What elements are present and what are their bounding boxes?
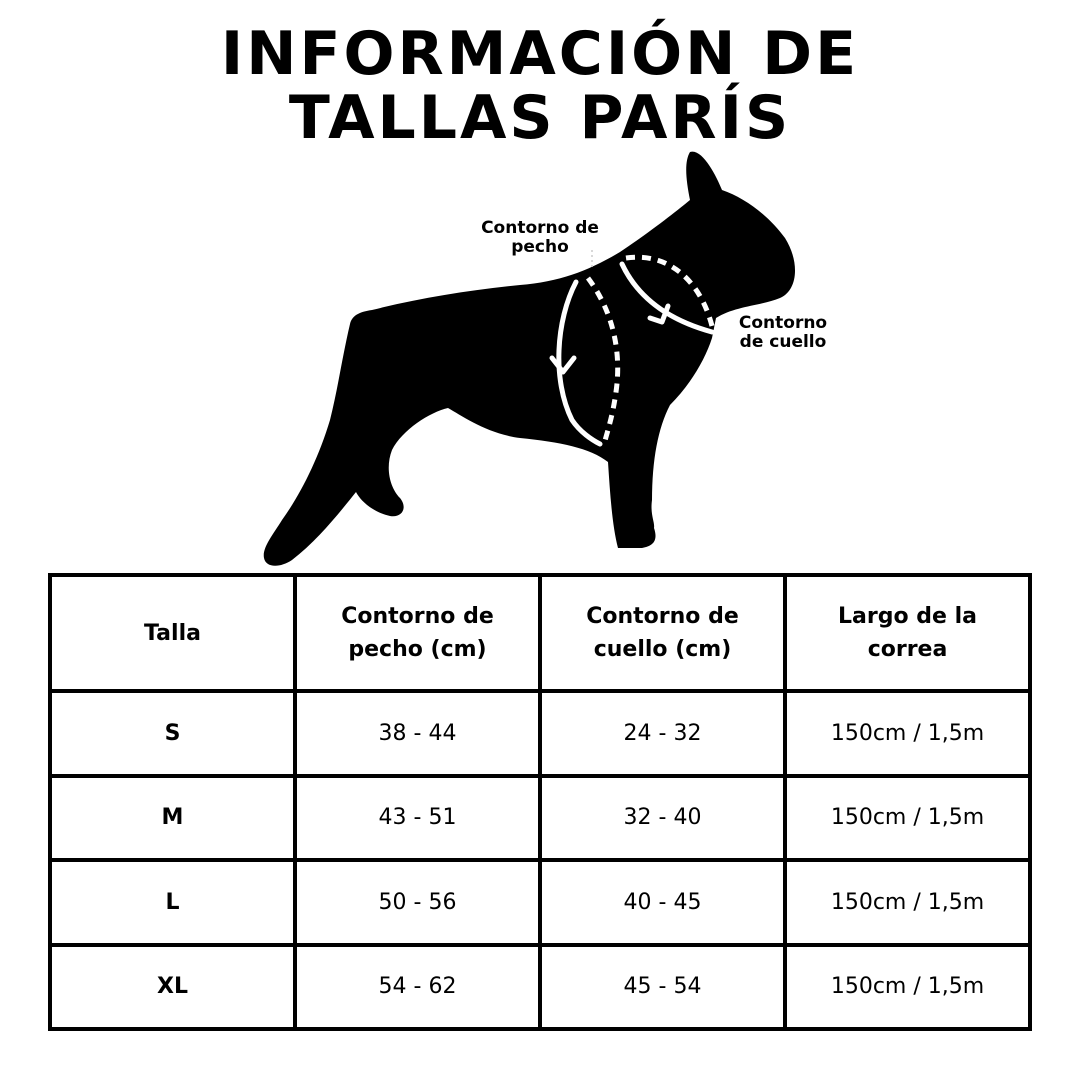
leash-cell: 150cm / 1,5m [785,691,1030,776]
title-line-2: TALLAS PARÍS [288,83,792,153]
neck-cell: 40 - 45 [540,860,785,945]
dog-silhouette [264,152,795,566]
chest-label [470,219,610,257]
size-cell: M [50,776,295,861]
chest-label-line-1: Contorno de [481,218,599,238]
neck-label [730,314,836,352]
chest-label-line-2: pecho [511,237,569,257]
chest-cell: 43 - 51 [295,776,540,861]
table-header-row [50,575,1030,691]
neck-label-line-1: Contorno [738,313,828,333]
neck-cell: 32 - 40 [540,776,785,861]
header-size: Talla [50,575,295,691]
neck-label-line-2: de cuello [739,332,827,352]
title-line-1: INFORMACIÓN DE [220,19,860,89]
header-leash: Largo de la correa [785,575,1030,691]
size-table [48,573,1032,1031]
leash-cell: 150cm / 1,5m [785,945,1030,1030]
table-row [50,945,1030,1030]
size-cell: S [50,691,295,776]
leash-cell: 150cm / 1,5m [785,860,1030,945]
size-cell: XL [50,945,295,1030]
table-row [50,860,1030,945]
header-neck: Contorno de cuello (cm) [540,575,785,691]
leash-cell: 150cm / 1,5m [785,776,1030,861]
chest-cell: 38 - 44 [295,691,540,776]
neck-cell: 24 - 32 [540,691,785,776]
size-cell: L [50,860,295,945]
header-chest: Contorno de pecho (cm) [295,575,540,691]
chest-cell: 54 - 62 [295,945,540,1030]
table-row [50,691,1030,776]
table-row [50,776,1030,861]
chest-cell: 50 - 56 [295,860,540,945]
neck-cell: 45 - 54 [540,945,785,1030]
